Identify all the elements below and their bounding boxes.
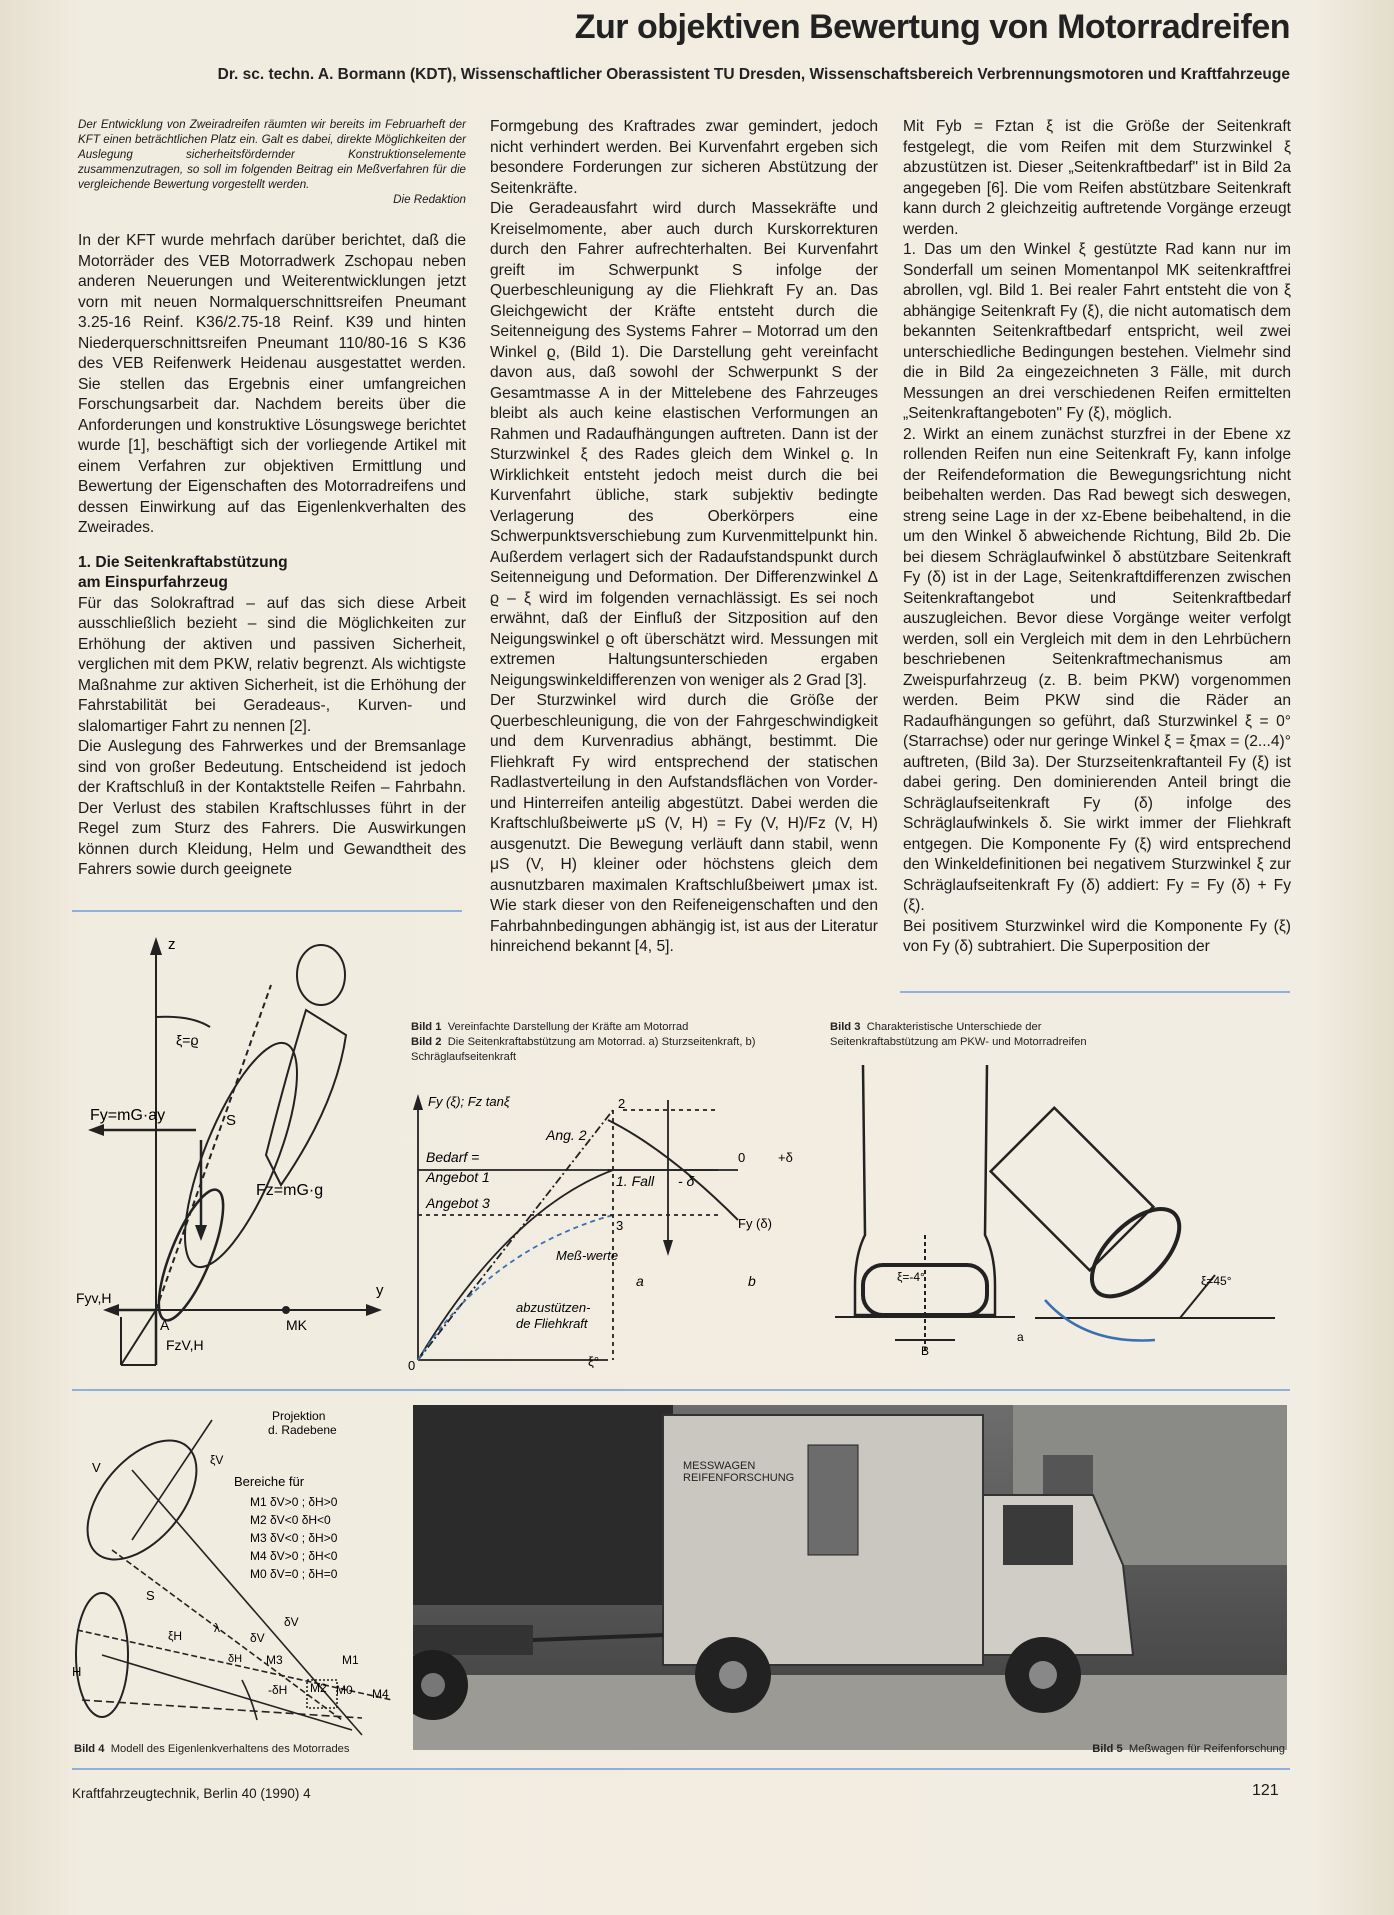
fig2-fall-1: 1. Fall [616,1173,655,1189]
heading-line-1: 1. Die Seitenkraftabstützung [78,553,288,571]
section-heading [78,553,466,594]
fig1-xi-rho: ξ=ϱ [176,1032,199,1048]
fig1-fy: Fy=mG·ay [90,1107,166,1124]
fig2-point-2: 2 [618,1096,626,1111]
bild1-label: Bild 1 [411,1021,442,1033]
fig4-s: S [146,1588,155,1603]
col2-paragraph-1: Formgebung des Kraftrades zwar gemindert, jedoch nicht verhindert werden. Bei Kurvenfahrt ergeben sich besondere Forderungen zur sicheren Abstützung der Seitenkräfte. [490,118,878,197]
caption-bild-5 [1045,1742,1285,1757]
caption-bild-3 [830,1020,1120,1050]
caption-bild-4 [74,1742,414,1757]
fig2-xi-deg: ξ° [588,1354,600,1369]
col3-paragraph-3: 2. Wirkt an einem zunächst sturzfrei in der Ebene xz rollenden Reifen nun eine Seitenkraft Fy, kann infolge der Reifendeformation die Bewegungsrichtung nicht beibehalten werden. Das Rad bewegt sich deswegen, streng seine Lage in der xz-Ebene beibehaltend, in die um den Winkel δ abweichende Richtung, Bild 2b. Die bei diesem Schräglaufwinkel δ abstützbare Seitenkraft Fy (δ) ist in der Lage, Seitenkraftdifferenzen zwischen Seitenkraftangebot und Seitenkraftbedarf auszugleichen. Bevor diese Vorgänge weiter verfolgt werden, soll ein Vergleich mit dem in den Lehrbüchern beschriebenen Seitenkraftmechanismus am Zweispurfahrzeug (z. B. beim PKW) vorgenommen werden. Beim PKW sind die Räder an Radaufhängungen so geführt, daß Sturzwinkel ξ = 0° (Starrachse) oder nur geringe Winkel ξ = ξmax = (2...4)° auftreten, (Bild 3a). Der Sturzseitenkraftanteil Fy (ξ) ist dabei gering. Den dominierenden Anteil bringt die Schräglaufseitenkraft Fy (δ) infolge des Schräglaufwinkels δ. Sie wirkt immer der Fliehkraft entgegen. Die Komponente Fy (ξ) wird entsprechend den Winkeldefinitionen bei negativem Sturzwinkel ξ zur Schräglaufseitenkraft Fy (δ) addiert: Fy = Fy (δ) + Fy (ξ). [903,425,1291,914]
fig4-xi-h: ξH [168,1629,183,1643]
figure-1-motorcycle-forces [76,925,416,1375]
editor-intro [78,117,466,207]
rule-bottom [72,1768,1290,1770]
col1-paragraph-3: Die Auslegung des Fahrwerkes und der Bremsanlage sind von großer Bedeutung. Entscheidend ist jedoch der Kraftschluß in der Kontaktstelle Reifen – Fahrbahn. Der Verlust des stabilen Kraftschlusses führt in der Regel zum Sturz des Fahrers. Die Auswirkungen können durch Kleidung, Helm und Gewandtheit des Fahrers sowie durch geeignete [78,738,466,878]
fig1-a: A [160,1317,170,1333]
column-1 [78,117,466,881]
fig4-range-4: M4 δV>0 ; δH<0 [250,1549,338,1563]
rule-fig1 [72,910,462,912]
figure-2-side-force-diagram [408,1090,808,1370]
col1-paragraph-1: In der KFT wurde mehrfach darüber berichtet, daß die Motorräder des VEB Motorradwerk Zschopau neben anderen Neuerungen und Weiterentwicklungen jetzt vorn mit neuen Normalquerschnittsreifen Pneumant 3.25-16 Reinf. K36/2.75-18 Reinf. K39 und hinten Niederquerschnittsreifen Pneumant 110/80-16 S K36 des VEB Reifenwerk Heidenau ausgestattet werden. Sie stellen das Ergebnis einer umfangreichen Forschungsarbeit dar. Nachdem bereits über die Anforderungen und konstruktive Lösungswege berichtet wurde [1], beschäftigt sich der vorliegende Artikel mit einem Verfahren zur objektiven Ermittlung und Bewertung der Eigenschaften des Motorradreifens und dessen Einwirkung auf das Eigenlenkverhalten des Zweirades. [78,232,466,536]
fig4-dh: -δH [268,1683,288,1697]
col3-paragraph-4: Bei positivem Sturzwinkel wird die Komponente Fy (ξ) von Fy (δ) subtrahiert. Die Superposition der [903,917,1291,955]
bild2-text: Die Seitenkraftabstützung am Motorrad. a) Sturzseitenkraft, b) Schräglaufseitenkraft [411,1036,756,1063]
fig4-h: H [72,1664,82,1679]
fig4-proj-2: d. Radebene [268,1423,337,1437]
bild4-text: Modell des Eigenlenkverhaltens des Motorrades [110,1743,350,1755]
rule-fig3 [900,991,1290,993]
fig2-zero: 0 [738,1150,746,1165]
fig2-bedarf: Bedarf = [426,1149,480,1165]
fig3-xi-minus-4: ξ=-4° [897,1270,925,1284]
page-number: 121 [1252,1782,1279,1799]
author-line: Dr. sc. techn. A. Bormann (KDT), Wissenschaftlicher Oberassistent TU Dresden, Wissenschaftsbereich Verbrennungsmotoren und Kraftfahrzeuge [217,66,1290,83]
rule-middle [72,1389,1290,1391]
fig1-y-label: y [376,1282,384,1299]
column-2 [490,117,878,958]
fig2-origin: 0 [408,1358,416,1370]
intro-signature: Die Redaktion [393,193,466,206]
fig4-dv-1: δV [250,1631,265,1645]
bild3-label: Bild 3 [830,1021,861,1033]
fig4-lambda: λ [214,1621,220,1635]
fig2-label-a: a [636,1273,644,1289]
fig4-m1: M1 [342,1653,359,1667]
fig4-xi-v: ξV [210,1453,224,1467]
fig2-fy-delta: Fy (δ) [738,1216,772,1231]
fig3-b: B [921,1344,930,1358]
fig3-a: a [1017,1330,1024,1344]
column-3 [903,117,1291,958]
intro-text: Der Entwicklung von Zweiradreifen räumten wir bereits im Februarheft der KFT einen beträchtlichen Platz ein. Galt es dabei, direkte Möglichkeiten der Auslegung sicherheitsfördernder Konstruktionselemente zusammenzutragen, so soll im folgenden Beitrag ein Meßverfahren für die vergleichende Bewertung vorgestellt werden. [78,118,466,191]
bild4-label: Bild 4 [74,1743,105,1755]
article-title: Zur objektiven Bewertung von Motorradreifen [574,8,1290,46]
bild3-text: Charakteristische Unterschiede der Seitenkraftabstützung am PKW- und Motorradreifen [830,1021,1087,1048]
fig4-bereiche: Bereiche für [234,1474,305,1489]
col2-paragraph-2: Die Geradeausfahrt wird durch Massekräfte und Kreiselmomente, aber auch durch Kurskorrekturen durch den Fahrer aufrechterhalten. Bei Kurvenfahrt greift im Schwerpunkt S infolge der Querbeschleunigung ay die Fliehkraft Fy an. Das Gleichgewicht der Kräfte entsteht durch die Seitenneigung des Systems Fahrer – Motorrad um den Winkel ϱ, (Bild 1). Die Darstellung geht vereinfacht davon aus, daß sowohl der Schwerpunkt S der Gesamtmasse A in der Mittelebene des Fahrzeuges bleibt als auch keine elastischen Verformungen an Rahmen und Radaufhängungen auftreten. Dann ist der Sturzwinkel ξ des Rades gleich dem Winkel ϱ. In Wirklichkeit entsteht jedoch meist durch die bei Kurvenfahrt übliche, stark subjektiv bedingte Verlagerung des Oberkörpers eine Schwerpunktsverschiebung zum Kurvenmittelpunkt hin. Außerdem verlagert sich der Radaufstandspunkt durch Seitenneigung und Deformation. Der Differenzwinkel Δ ϱ – ξ wird im folgenden vernachlässigt. Es sei noch erwähnt, daß der Einfluß der Sitzposition auf den Neigungswinkel ϱ oft überschätzt wird. Messungen mit extremen Haltungsunterschieden ergaben Neigungswinkeldifferenzen von weniger als 2 Grad [3]. [490,200,878,689]
measuring-truck-photo [413,1405,1287,1750]
fig1-fyvh: Fyv,H [76,1290,112,1306]
fig1-s: S [226,1112,237,1129]
bild5-text: Meßwagen für Reifenforschung [1128,1743,1285,1755]
truck-sign-line-2: REIFENFORSCHUNG [683,1472,795,1484]
fig4-range-5: M0 δV=0 ; δH=0 [250,1567,338,1581]
fig4-m4: M4 [372,1687,389,1701]
fig2-ang-2: Ang. 2 [546,1127,587,1143]
bild5-label: Bild 5 [1092,1743,1123,1755]
fig2-ylabel: Fy (ξ); Fz tanξ [428,1094,510,1109]
fig4-dv-2: δV [284,1615,299,1629]
fig2-point-3: 3 [616,1218,624,1233]
fig2-label-b: b [748,1273,756,1289]
col3-paragraph-2: 1. Das um den Winkel ξ gestützte Rad kann nur im Sonderfall um seinen Momentanpol MK seitenkraftfrei abrollen, vgl. Bild 1. Bei realer Fahrt entsteht die von ξ abhängige Seitenkraft Fy (ξ), die nicht automatisch dem bekannten Seitenkraftbedarf entspricht, weil zwei unterschiedliche Bedingungen bestehen. Vielmehr sind die in Bild 2a eingezeichneten 3 Fälle, mit durch Messungen an drei verschiedenen Reifen ermittelten „Seitenkraftangeboten" Fy (ξ), möglich. [903,241,1291,422]
figure-3-tyre-comparison [835,1055,1290,1375]
fig4-m3: M3 [266,1653,283,1667]
fig4-m2: M2 [310,1681,327,1695]
fig4-proj-1: Projektion [272,1409,326,1423]
fig4-range-2: M2 δV<0 δH<0 [250,1513,331,1527]
fig4-range-1: M1 δV>0 ; δH>0 [250,1495,338,1509]
caption-bild-1-2 [411,1020,811,1065]
fig2-minus-delta: - δ [678,1173,695,1189]
fig2-angebot-1: Angebot 1 [426,1169,490,1185]
heading-line-2: am Einspurfahrzeug [78,574,228,591]
fig4-range-3: M3 δV<0 ; δH>0 [250,1531,338,1545]
col1-paragraph-2: Für das Solokraftrad – auf das sich diese Arbeit ausschließlich bezieht – sind die Möglichkeiten zur Erhöhung der aktiven und passiven Sicherheit, verglichen mit dem PKW, relativ begrenzt. Als wichtigste Maßnahme zur aktiven Sicherheit, ist die Erhöhung der Fahrstabilität bei Geradeaus-, Kurven- und slalomartiger Fahrt zu nennen [2]. [78,594,466,735]
fig1-fzvh: FzV,H [166,1337,204,1353]
fig2-abzust-2: de Fliehkraft [516,1316,588,1331]
truck-sign [683,1460,794,1484]
fig2-angebot-3: Angebot 3 [426,1195,490,1211]
fig1-z-label: z [168,936,176,953]
fig1-fz: Fz=mG·g [256,1182,324,1199]
truck-sign-line-1: MESSWAGEN [683,1460,756,1472]
bild2-label: Bild 2 [411,1036,442,1048]
bild1-text: Vereinfachte Darstellung der Kräfte am Motorrad [447,1021,689,1033]
fig4-v: V [92,1460,101,1475]
fig2-messwerte: Meß-werte [556,1248,619,1263]
col2-paragraph-3: Der Sturzwinkel wird durch die Größe der Querbeschleunigung, die von der Fahrgeschwindigkeit und dem Kurvenradius abhängt, bestimmt. Die Fliehkraft Fy wird entsprechend der statischen Radlastverteilung in den Aufstandsflächen von Vorder- und Hinterreifen anteilig abgestützt. Dabei werden die Kraftschlußbeiwerte μS (V, H) = Fy (V, H)/Fz (V, H) ausgenutzt. Die Bewegung verläuft dann stabil, wenn μS (V, H) kleiner oder höchstens gleich dem ausnutzbaren maximalen Kraftschlußbeiwert μmax ist. Wie stark dieser von den Reifeneigenschaften und den Fahrbahnbedingungen abhängig ist, ist aus der Literatur hinreichend bekannt [4, 5]. [490,692,878,955]
figure-5-photo [413,1405,1287,1750]
fig4-m0: M0 [336,1683,353,1697]
figure-4-steering-model [72,1400,412,1740]
fig3-xi-45: ξ=45° [1201,1274,1232,1288]
fig4-dh-2: δH [228,1653,243,1665]
fig2-plus-delta: +δ [778,1150,793,1165]
fig1-mk: MK [286,1317,307,1333]
journal-citation: Kraftfahrzeugtechnik, Berlin 40 (1990) 4 [72,1786,311,1801]
col3-paragraph-1: Mit Fyb = Fztan ξ ist die Größe der Seitenkraft festgelegt, die vom Reifen mit dem Sturzwinkel ξ abzustützen ist. Dieser „Seitenkraftbedarf" ist in Bild 2a angegeben [6]. Die vom Reifen abstützbare Seitenkraft kann durch 2 gleichzeitig auftretende Vorgänge erzeugt werden. [903,118,1291,238]
fig2-abzust-1: abzustützen- [516,1300,591,1315]
